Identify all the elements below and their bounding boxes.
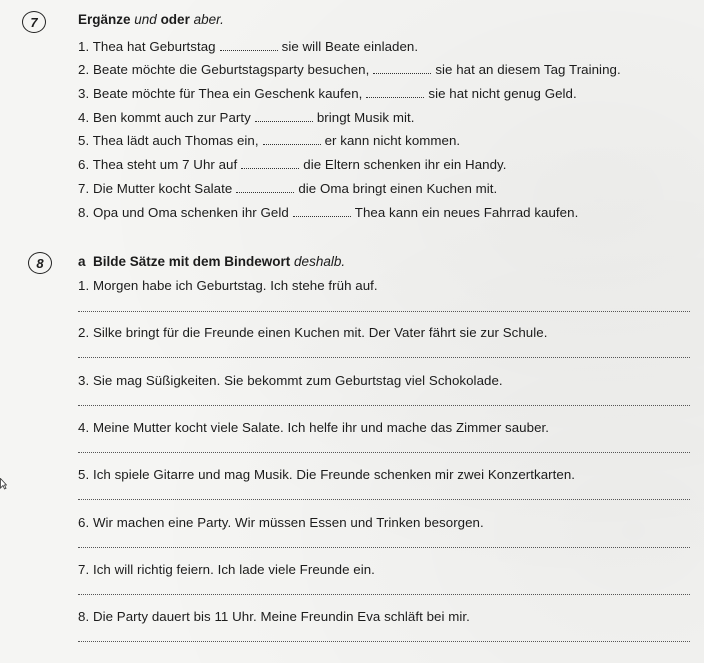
answer-line[interactable] [78, 594, 690, 595]
item-number: 8. [78, 609, 90, 624]
item-number: 5. [78, 467, 90, 482]
item-number: 7. [78, 181, 90, 196]
item-text: Wir machen eine Party. Wir müssen Essen und Trinken besorgen. [92, 515, 484, 530]
answer-line[interactable] [78, 357, 690, 358]
exercise-7-item-2 [78, 62, 621, 77]
item-text-before: Die Mutter kocht Salate [92, 181, 233, 196]
item-text-after: die Eltern schenken ihr ein Handy. [303, 157, 507, 172]
item-text-before: Beate möchte die Geburtstagsparty besuchen, [92, 62, 370, 77]
item-number: 2. [78, 62, 90, 77]
exercise-7-badge [22, 11, 46, 33]
exercise-7-item-1 [78, 39, 418, 54]
answer-line[interactable] [78, 547, 690, 548]
answer-line[interactable] [78, 452, 690, 453]
item-text-before: Opa und Oma schenken ihr Geld [92, 205, 289, 220]
item-text-before: Ben kommt auch zur Party [92, 110, 251, 125]
fill-blank[interactable] [366, 87, 424, 98]
fill-blank[interactable] [293, 206, 351, 217]
fill-blank[interactable] [241, 158, 299, 169]
exercise-7-item-7 [78, 181, 497, 196]
item-number: 7. [78, 562, 90, 577]
exercise-8-item-4 [78, 420, 549, 435]
exercise-8-item-7 [78, 562, 375, 577]
item-number: 4. [78, 110, 90, 125]
exercise-7-title-aber: aber. [193, 12, 224, 27]
answer-line[interactable] [78, 499, 690, 500]
exercise-8-item-2 [78, 325, 547, 340]
item-text-after: sie will Beate einladen. [281, 39, 419, 54]
item-number: 1. [78, 278, 90, 293]
item-number: 8. [78, 205, 90, 220]
exercise-7-title [78, 12, 224, 27]
exercise-8-title-text: a Bilde Sätze mit dem Bindewort [78, 254, 295, 269]
item-text: Die Party dauert bis 11 Uhr. Meine Freundin Eva schläft bei mir. [92, 609, 470, 624]
exercise-8-item-5 [78, 467, 575, 482]
item-text: Silke bringt für die Freunde einen Kuchen mit. Der Vater fährt sie zur Schule. [92, 325, 548, 340]
exercise-7-title-oder: oder [156, 12, 194, 27]
fill-blank[interactable] [255, 111, 313, 122]
exercise-7-item-6 [78, 157, 507, 172]
exercise-7-item-5 [78, 133, 460, 148]
answer-line[interactable] [78, 311, 690, 312]
item-text: Ich spiele Gitarre und mag Musik. Die Freunde schenken mir zwei Konzertkarten. [92, 467, 576, 482]
exercise-8-item-3 [78, 373, 503, 388]
item-text-after: sie hat an diesem Tag Training. [435, 62, 621, 77]
item-number: 6. [78, 515, 90, 530]
item-text-after: die Oma bringt einen Kuchen mit. [298, 181, 498, 196]
exercise-7-item-4 [78, 110, 414, 125]
exercise-7-item-3 [78, 86, 577, 101]
exercise-8-item-6 [78, 515, 484, 530]
mouse-cursor-icon [0, 478, 7, 490]
item-number: 2. [78, 325, 90, 340]
exercise-7-title-und: und [134, 12, 157, 27]
item-text-after: er kann nicht kommen. [324, 133, 461, 148]
item-text-after: bringt Musik mit. [316, 110, 415, 125]
item-text-before: Thea steht um 7 Uhr auf [92, 157, 238, 172]
fill-blank[interactable] [263, 134, 321, 145]
fill-blank[interactable] [373, 63, 431, 74]
exercise-8-item-1 [78, 278, 378, 293]
item-number: 3. [78, 86, 90, 101]
item-text-before: Beate möchte für Thea ein Geschenk kaufen, [92, 86, 363, 101]
item-number: 1. [78, 39, 90, 54]
exercise-8-item-8 [78, 609, 470, 624]
exercise-8-title [78, 254, 345, 269]
item-number: 6. [78, 157, 90, 172]
exercise-8-badge [28, 252, 52, 274]
item-text-after: sie hat nicht genug Geld. [428, 86, 577, 101]
fill-blank[interactable] [236, 182, 294, 193]
exercise-7-title-text: Ergänze [78, 12, 135, 27]
item-number: 4. [78, 420, 90, 435]
item-text-before: Thea lädt auch Thomas ein, [92, 133, 259, 148]
exercise-7-item-8 [78, 205, 578, 220]
item-number: 5. [78, 133, 90, 148]
item-text-before: Thea hat Geburtstag [92, 39, 216, 54]
item-number: 3. [78, 373, 90, 388]
item-text: Morgen habe ich Geburtstag. Ich stehe früh auf. [92, 278, 378, 293]
answer-line[interactable] [78, 405, 690, 406]
fill-blank[interactable] [220, 40, 278, 51]
item-text-after: Thea kann ein neues Fahrrad kaufen. [354, 205, 579, 220]
item-text: Sie mag Süßigkeiten. Sie bekommt zum Geburtstag viel Schokolade. [92, 373, 503, 388]
exercise-8-number: 8 [36, 255, 44, 271]
exercise-8-title-deshalb: deshalb. [294, 254, 346, 269]
item-text: Meine Mutter kocht viele Salate. Ich helfe ihr und mache das Zimmer sauber. [92, 420, 550, 435]
item-text: Ich will richtig feiern. Ich lade viele Freunde ein. [92, 562, 375, 577]
answer-line[interactable] [78, 641, 690, 642]
exercise-7-number: 7 [30, 14, 38, 30]
